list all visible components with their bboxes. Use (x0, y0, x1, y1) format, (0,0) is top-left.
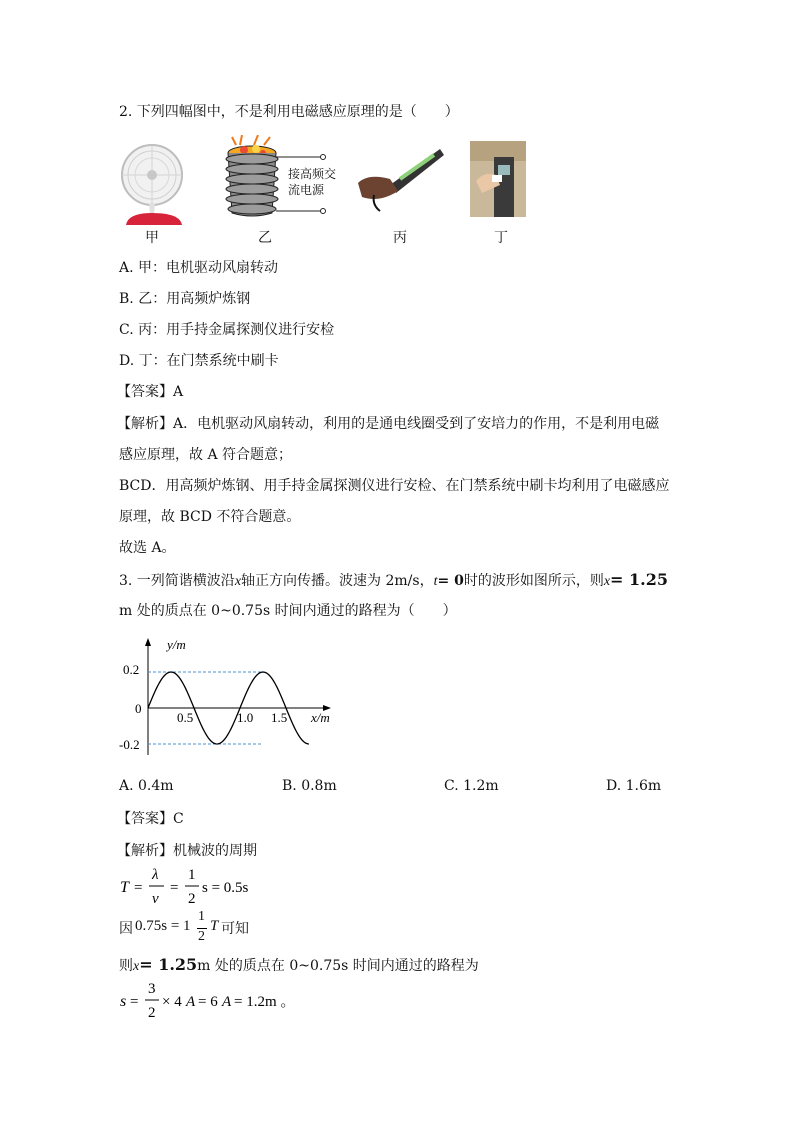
q2-analysis-3: BCD．用高频炉炼钢、用手持金属探测仪进行安检、在门禁系统中刷卡均利用了电磁感应 (119, 478, 670, 494)
q3-option-c: C. 1.2m (444, 778, 499, 794)
fraction-den: 2 (198, 929, 205, 944)
y-axis-label: y/m (167, 637, 186, 652)
svg-text:= 6: = 6 (198, 994, 218, 1010)
then-tail: m 处的质点在 0~0.75s 时间内通过的路程为 (197, 958, 479, 974)
svg-text:=: = (170, 880, 179, 896)
x-tick-1-0: 1.0 (237, 710, 254, 725)
q2-answer: 【答案】A (117, 384, 184, 400)
q2-figures (118, 135, 538, 245)
q2-option-c: C. 丙：用手持金属探测仪进行安检 (119, 322, 335, 338)
svg-text:2: 2 (148, 1005, 156, 1021)
final-formula-text: s = 3/2 × 4A = 6A = 1.2m 。 (118, 978, 130, 979)
svg-text:=: = (130, 994, 139, 1010)
q2-conclusion: 故选 A。 (119, 540, 176, 556)
q3-stem-x: x (234, 574, 242, 589)
q3-option-a: A. 0.4m (119, 778, 174, 794)
period-formula-text: T = λ/v = 1/2 s = 0.5s (118, 864, 127, 865)
y-axis-arrow (145, 638, 151, 646)
period-formula (118, 864, 298, 908)
then-value: = 1.25 (139, 955, 198, 974)
y-tick-0: 0 (135, 701, 142, 716)
x-tick-1-5: 1.5 (271, 710, 288, 725)
because-T: T (210, 918, 219, 934)
metal-detector-image (354, 139, 446, 215)
q3-stem-value: = 1.25 (610, 570, 668, 589)
then-x: x (133, 959, 140, 974)
x-axis-label: x/m (311, 710, 330, 725)
svg-text:A: A (186, 994, 196, 1010)
q2-stem: 2. 下列四幅图中，不是利用电磁感应原理的是（ ） (119, 104, 459, 120)
caption-bing: 丙 (393, 230, 407, 246)
coil-label-line-1: 接高频交 (288, 167, 337, 181)
svg-text:s: s (120, 993, 127, 1010)
fan-image (120, 139, 186, 227)
q2-option-d: D. 丁：在门禁系统中刷卡 (119, 353, 279, 369)
svg-text:=: = (134, 880, 143, 896)
caption-yi: 乙 (258, 230, 272, 246)
q3-stem-zero: = 0 (437, 573, 464, 589)
y-tick-0-2: 0.2 (123, 662, 140, 677)
q3-then-line (119, 955, 479, 977)
svg-text:λ: λ (152, 867, 159, 883)
then-text: 则 (119, 958, 133, 974)
caption-jia: 甲 (145, 230, 159, 246)
final-formula (118, 978, 318, 1022)
x-tick-0-5: 0.5 (177, 710, 194, 725)
because-value: 0.75s = 1 (135, 918, 191, 934)
q3-analysis-head: 【解析】机械波的周期 (117, 843, 257, 859)
svg-text:1: 1 (188, 867, 196, 883)
q3-stem-part: 轴正方向传播。波速为 2m/s， (241, 573, 434, 589)
coil-label-line-2: 流电源 (288, 183, 325, 197)
because-text: 因 (119, 921, 133, 937)
q2-option-a: A. 甲：电机驱动风扇转动 (119, 260, 279, 276)
access-card-image (470, 141, 526, 217)
q3-stem-x2: x (603, 574, 611, 589)
q3-stem-t: t (433, 574, 438, 589)
q2-analysis-1: 【解析】A．电机驱动风扇转动，利用的是通电线圈受到了安培力的作用，不是利用电磁 (117, 416, 660, 432)
q3-stem-line-1 (119, 570, 668, 592)
q3-options (0, 778, 794, 798)
y-tick-neg-0-2: -0.2 (119, 737, 140, 752)
q2-analysis-4: 原理，故 BCD 不符合题意。 (119, 509, 301, 525)
q3-answer: 【答案】C (117, 811, 184, 827)
wave-graph (115, 635, 345, 760)
svg-text:= 1.2m 。: = 1.2m 。 (234, 994, 296, 1010)
svg-text:T: T (120, 879, 129, 896)
svg-text:2: 2 (188, 891, 196, 907)
q3-option-d: D. 1.6m (606, 778, 662, 794)
fraction-num: 1 (198, 909, 205, 924)
q3-stem-part: 3. 一列简谐横波沿 (119, 573, 235, 589)
q2-option-b: B. 乙：用高频炉炼钢 (119, 291, 251, 307)
caption-ding: 丁 (494, 230, 508, 246)
q2-analysis-2: 感应原理，故 A 符合题意； (119, 447, 293, 463)
q3-stem-part: 时的波形如图所示，则 (463, 573, 604, 589)
svg-text:A: A (222, 994, 232, 1010)
q3-option-b: B. 0.8m (282, 778, 337, 794)
svg-text:s = 0.5s: s = 0.5s (202, 880, 249, 896)
svg-text:3: 3 (148, 981, 156, 997)
svg-text:v: v (152, 891, 159, 907)
because-tail: 可知 (221, 921, 249, 937)
q3-stem-line-2: m 处的质点在 0~0.75s 时间内通过的路程为（ ） (119, 603, 457, 619)
svg-text:× 4: × 4 (162, 994, 182, 1010)
